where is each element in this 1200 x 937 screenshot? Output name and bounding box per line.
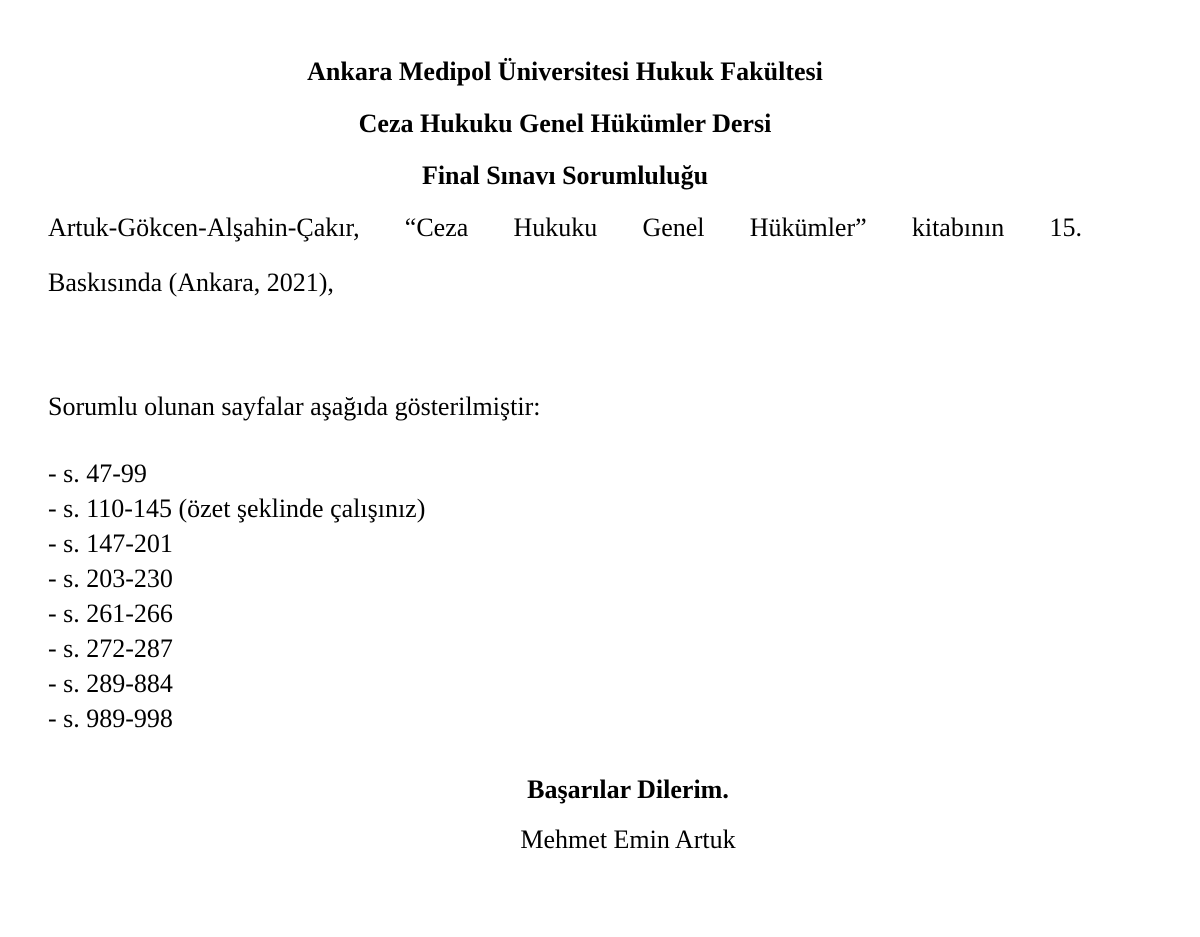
exam-scope-title: Final Sınavı Sorumluluğu — [421, 161, 709, 190]
page-range-item: - s. 261-266 — [48, 599, 173, 628]
closing-greeting: Başarılar Dilerim. — [527, 775, 729, 804]
course-title: Ceza Hukuku Genel Hükümler Dersi — [358, 109, 772, 138]
page-range-list — [48, 456, 425, 736]
book-reference-line-2: Baskısında (Ankara, 2021), — [48, 268, 334, 297]
pages-intro: Sorumlu olunan sayfalar aşağıda gösterilmiştir: — [48, 392, 541, 421]
page-range-item: - s. 989-998 — [48, 704, 173, 733]
document-page — [48, 0, 1082, 937]
page-range-item: - s. 272-287 — [48, 634, 173, 663]
page-range-item: - s. 289-884 — [48, 669, 173, 698]
university-title: Ankara Medipol Üniversitesi Hukuk Fakültesi — [307, 57, 823, 86]
page-range-item: - s. 147-201 — [48, 529, 173, 558]
page-range-item: - s. 110-145 (özet şeklinde çalışınız) — [48, 494, 426, 523]
signature: Mehmet Emin Artuk — [520, 825, 736, 854]
book-reference-line-1: Artuk-Gökcen-Alşahin-Çakır, “Ceza Hukuku Genel Hükümler” kitabının 15. — [48, 213, 1082, 242]
page-range-item: - s. 47-99 — [48, 459, 147, 488]
page-range-item: - s. 203-230 — [48, 564, 173, 593]
